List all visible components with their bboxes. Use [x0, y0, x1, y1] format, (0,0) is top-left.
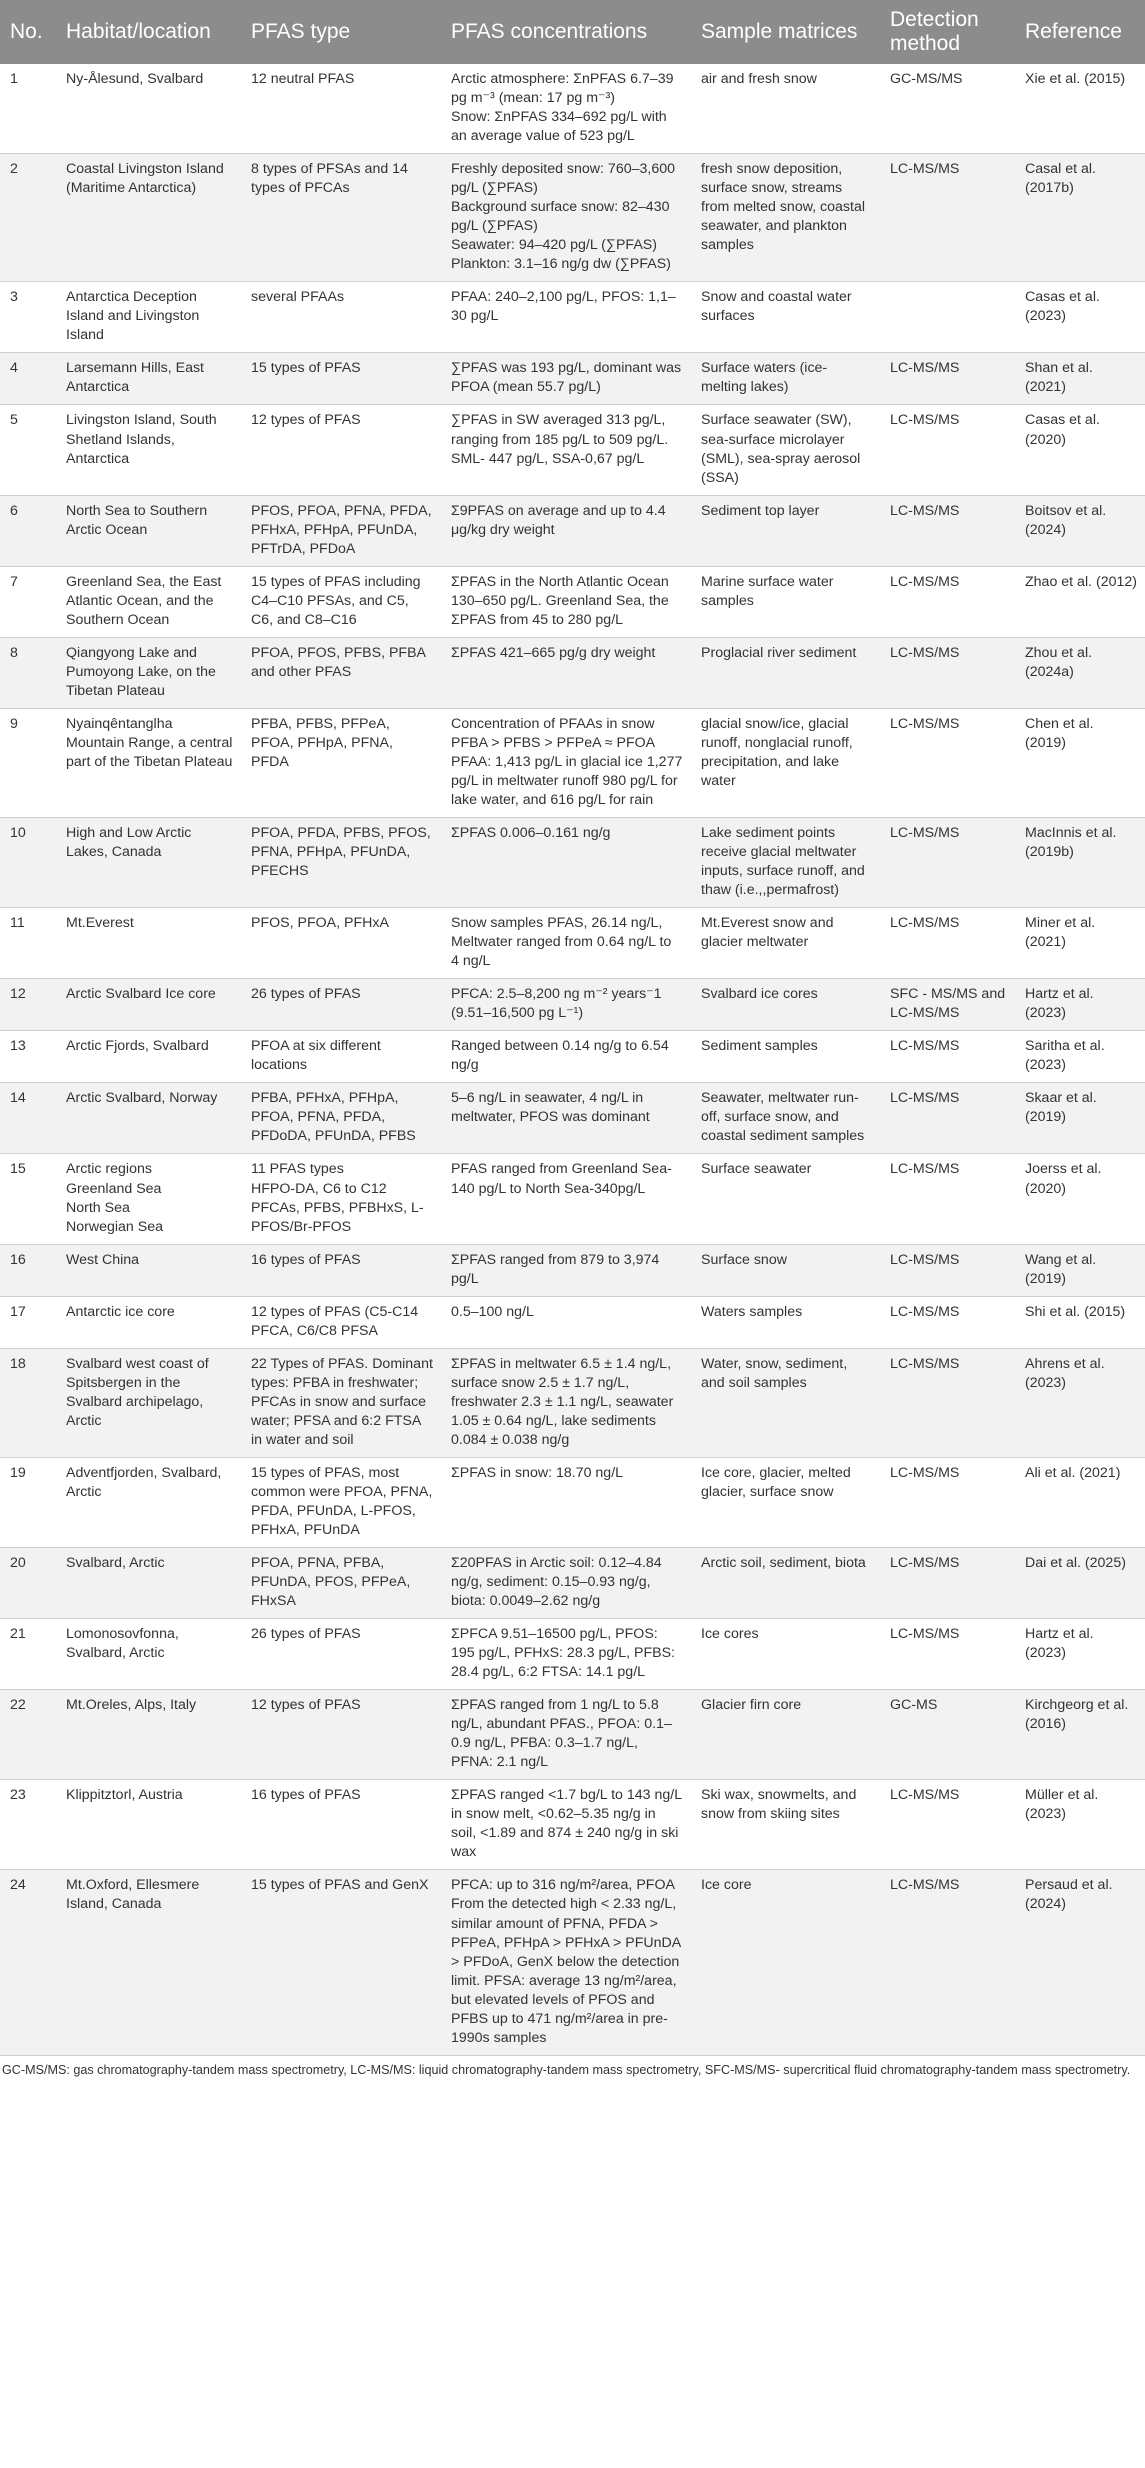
cell-sample-matrices: Sediment top layer: [691, 495, 880, 566]
cell-pfas-type: 15 types of PFAS including C4–C10 PFSAs, and C5, C6, and C8–C16: [241, 566, 441, 637]
cell-no: 14: [0, 1083, 56, 1154]
cell-habitat: Coastal Livingston Island (Maritime Antarctica): [56, 154, 241, 282]
cell-reference: Xie et al. (2015): [1015, 64, 1145, 154]
cell-no: 8: [0, 637, 56, 708]
cell-habitat: Svalbard, Arctic: [56, 1548, 241, 1619]
cell-pfas-type: 11 PFAS types HFPO-DA, C6 to C12 PFCAs, PFBS, PFBHxS, L-PFOS/Br-PFOS: [241, 1154, 441, 1244]
cell-no: 13: [0, 1031, 56, 1083]
table-header: [0, 0, 1145, 64]
cell-pfas-type: 26 types of PFAS: [241, 979, 441, 1031]
cell-habitat: Arctic Svalbard, Norway: [56, 1083, 241, 1154]
cell-no: 3: [0, 282, 56, 353]
cell-habitat: Mt.Oxford, Ellesmere Island, Canada: [56, 1870, 241, 2055]
header-reference: Reference: [1015, 0, 1145, 64]
table-row: [0, 979, 1145, 1031]
cell-sample-matrices: Ice core, glacier, melted glacier, surface snow: [691, 1457, 880, 1547]
cell-habitat: Arctic Fjords, Svalbard: [56, 1031, 241, 1083]
cell-habitat: Antarctica Deception Island and Livingston Island: [56, 282, 241, 353]
cell-habitat: Arctic Svalbard Ice core: [56, 979, 241, 1031]
cell-habitat: Mt.Oreles, Alps, Italy: [56, 1690, 241, 1780]
table-row: [0, 1296, 1145, 1348]
cell-pfas-concentrations: ΣPFAS 421–665 pg/g dry weight: [441, 637, 691, 708]
table-footnote: GC-MS/MS: gas chromatography-tandem mass spectrometry, LC-MS/MS: liquid chromatography-tandem mass spectrometry, SFC-MS/MS- supercritical fluid chromatography-tandem mass spectrometry.: [2, 2062, 1131, 2077]
cell-detection-method: LC-MS/MS: [880, 708, 1015, 817]
cell-habitat: Larsemann Hills, East Antarctica: [56, 353, 241, 405]
cell-detection-method: LC-MS/MS: [880, 566, 1015, 637]
table-row: [0, 353, 1145, 405]
cell-detection-method: LC-MS/MS: [880, 908, 1015, 979]
table-row: [0, 708, 1145, 817]
cell-no: 22: [0, 1690, 56, 1780]
cell-reference: Joerss et al. (2020): [1015, 1154, 1145, 1244]
cell-sample-matrices: air and fresh snow: [691, 64, 880, 154]
cell-no: 17: [0, 1296, 56, 1348]
header-habitat: Habitat/location: [56, 0, 241, 64]
cell-sample-matrices: Seawater, meltwater run-off, surface snow, and coastal sediment samples: [691, 1083, 880, 1154]
cell-detection-method: LC-MS/MS: [880, 1154, 1015, 1244]
cell-pfas-type: PFOS, PFOA, PFNA, PFDA, PFHxA, PFHpA, PFUnDA, PFTrDA, PFDoA: [241, 495, 441, 566]
cell-habitat: Greenland Sea, the East Atlantic Ocean, and the Southern Ocean: [56, 566, 241, 637]
cell-detection-method: LC-MS/MS: [880, 154, 1015, 282]
table-row: [0, 405, 1145, 495]
table-row: [0, 1348, 1145, 1457]
cell-pfas-concentrations: ΣPFAS ranged from 879 to 3,974 pg/L: [441, 1244, 691, 1296]
cell-habitat: Klippitztorl, Austria: [56, 1780, 241, 1870]
cell-pfas-concentrations: Freshly deposited snow: 760–3,600 pg/L (∑PFAS) Background surface snow: 82–430 pg/L (∑PFAS) Seawater: 94–420 pg/L (∑PFAS) Plankton: 3.1–16 ng/g dw (∑PFAS): [441, 154, 691, 282]
cell-habitat: Svalbard west coast of Spitsbergen in the Svalbard archipelago, Arctic: [56, 1348, 241, 1457]
cell-pfas-concentrations: ∑PFAS was 193 pg/L, dominant was PFOA (mean 55.7 pg/L): [441, 353, 691, 405]
cell-reference: Shan et al. (2021): [1015, 353, 1145, 405]
cell-reference: Boitsov et al. (2024): [1015, 495, 1145, 566]
cell-reference: Chen et al. (2019): [1015, 708, 1145, 817]
cell-sample-matrices: Arctic soil, sediment, biota: [691, 1548, 880, 1619]
cell-detection-method: GC-MS: [880, 1690, 1015, 1780]
cell-reference: Dai et al. (2025): [1015, 1548, 1145, 1619]
cell-reference: Kirchgeorg et al. (2016): [1015, 1690, 1145, 1780]
cell-sample-matrices: Ski wax, snowmelts, and snow from skiing sites: [691, 1780, 880, 1870]
cell-sample-matrices: Water, snow, sediment, and soil samples: [691, 1348, 880, 1457]
cell-pfas-concentrations: Σ20PFAS in Arctic soil: 0.12–4.84 ng/g, sediment: 0.15–0.93 ng/g, biota: 0.0049–2.62 ng/g: [441, 1548, 691, 1619]
cell-habitat: Livingston Island, South Shetland Islands, Antarctica: [56, 405, 241, 495]
cell-reference: Persaud et al. (2024): [1015, 1870, 1145, 2055]
table-row: [0, 1619, 1145, 1690]
cell-reference: Shi et al. (2015): [1015, 1296, 1145, 1348]
cell-habitat: Lomonosovfonna, Svalbard, Arctic: [56, 1619, 241, 1690]
cell-pfas-concentrations: Snow samples PFAS, 26.14 ng/L, Meltwater ranged from 0.64 ng/L to 4 ng/L: [441, 908, 691, 979]
cell-pfas-type: PFOS, PFOA, PFHxA: [241, 908, 441, 979]
table-row: [0, 908, 1145, 979]
cell-detection-method: LC-MS/MS: [880, 353, 1015, 405]
cell-pfas-type: PFOA, PFDA, PFBS, PFOS, PFNA, PFHpA, PFUnDA, PFECHS: [241, 818, 441, 908]
cell-habitat: Mt.Everest: [56, 908, 241, 979]
header-row: [0, 0, 1145, 64]
cell-no: 16: [0, 1244, 56, 1296]
cell-sample-matrices: Proglacial river sediment: [691, 637, 880, 708]
cell-pfas-type: 15 types of PFAS: [241, 353, 441, 405]
cell-detection-method: LC-MS/MS: [880, 1296, 1015, 1348]
cell-sample-matrices: Svalbard ice cores: [691, 979, 880, 1031]
cell-pfas-concentrations: PFAA: 240–2,100 pg/L, PFOS: 1,1–30 pg/L: [441, 282, 691, 353]
cell-pfas-concentrations: ΣPFAS ranged from 1 ng/L to 5.8 ng/L, abundant PFAS., PFOA: 0.1–0.9 ng/L, PFBA: 0.3–1.7 ng/L, PFNA: 2.1 ng/L: [441, 1690, 691, 1780]
cell-detection-method: [880, 282, 1015, 353]
cell-pfas-concentrations: ΣPFAS in the North Atlantic Ocean 130–650 pg/L. Greenland Sea, the ΣPFAS from 45 to 280 pg/L: [441, 566, 691, 637]
cell-pfas-concentrations: 0.5–100 ng/L: [441, 1296, 691, 1348]
cell-no: 23: [0, 1780, 56, 1870]
header-pfas-concentrations: PFAS concentrations: [441, 0, 691, 64]
cell-habitat: Nyainqêntanglha Mountain Range, a central part of the Tibetan Plateau: [56, 708, 241, 817]
cell-pfas-concentrations: PFCA: up to 316 ng/m²/area, PFOA From the detected high < 2.33 ng/L, similar amount of PFNA, PFDA > PFPeA, PFHpA > PFHxA > PFUnDA > PFDoA, GenX below the detection limit. PFSA: average 13 ng/m²/area, but elevated levels of PFOS and PFBS up to 471 ng/m²/area in pre-1990s samples: [441, 1870, 691, 2055]
header-sample-matrices: Sample matrices: [691, 0, 880, 64]
cell-sample-matrices: Glacier firn core: [691, 1690, 880, 1780]
cell-no: 19: [0, 1457, 56, 1547]
table-row: [0, 495, 1145, 566]
cell-no: 24: [0, 1870, 56, 2055]
cell-reference: Zhao et al. (2012): [1015, 566, 1145, 637]
cell-detection-method: LC-MS/MS: [880, 1619, 1015, 1690]
cell-no: 21: [0, 1619, 56, 1690]
cell-no: 15: [0, 1154, 56, 1244]
table-row: [0, 154, 1145, 282]
cell-pfas-type: 26 types of PFAS: [241, 1619, 441, 1690]
table-row: [0, 566, 1145, 637]
cell-reference: Zhou et al. (2024a): [1015, 637, 1145, 708]
table-row: [0, 1690, 1145, 1780]
cell-sample-matrices: glacial snow/ice, glacial runoff, nonglacial runoff, precipitation, and lake water: [691, 708, 880, 817]
cell-pfas-concentrations: PFAS ranged from Greenland Sea-140 pg/L to North Sea-340pg/L: [441, 1154, 691, 1244]
cell-sample-matrices: Sediment samples: [691, 1031, 880, 1083]
cell-pfas-type: PFBA, PFHxA, PFHpA, PFOA, PFNA, PFDA, PFDoDA, PFUnDA, PFBS: [241, 1083, 441, 1154]
cell-pfas-concentrations: ∑PFAS in SW averaged 313 pg/L, ranging from 185 pg/L to 509 pg/L. SML- 447 pg/L, SSA-0,67 pg/L: [441, 405, 691, 495]
cell-no: 12: [0, 979, 56, 1031]
cell-reference: Ali et al. (2021): [1015, 1457, 1145, 1547]
cell-no: 18: [0, 1348, 56, 1457]
cell-sample-matrices: Surface seawater (SW), sea-surface microlayer (SML), sea-spray aerosol (SSA): [691, 405, 880, 495]
table-row: [0, 1244, 1145, 1296]
cell-habitat: Adventfjorden, Svalbard, Arctic: [56, 1457, 241, 1547]
cell-reference: MacInnis et al. (2019b): [1015, 818, 1145, 908]
cell-detection-method: GC-MS/MS: [880, 64, 1015, 154]
cell-sample-matrices: Surface waters (ice-melting lakes): [691, 353, 880, 405]
cell-pfas-concentrations: PFCA: 2.5–8,200 ng m⁻² years⁻1 (9.51–16,500 pg L⁻¹): [441, 979, 691, 1031]
cell-reference: Ahrens et al. (2023): [1015, 1348, 1145, 1457]
cell-pfas-type: 16 types of PFAS: [241, 1244, 441, 1296]
cell-detection-method: LC-MS/MS: [880, 1457, 1015, 1547]
cell-pfas-concentrations: ΣPFAS in snow: 18.70 ng/L: [441, 1457, 691, 1547]
table-body: [0, 64, 1145, 2055]
cell-sample-matrices: Ice cores: [691, 1619, 880, 1690]
cell-pfas-type: PFOA, PFOS, PFBS, PFBA and other PFAS: [241, 637, 441, 708]
cell-detection-method: LC-MS/MS: [880, 405, 1015, 495]
cell-habitat: Qiangyong Lake and Pumoyong Lake, on the Tibetan Plateau: [56, 637, 241, 708]
cell-pfas-concentrations: ΣPFAS ranged <1.7 bg/L to 143 ng/L in snow melt, <0.62–5.35 ng/g in soil, <1.89 and 874 ± 240 ng/g in ski wax: [441, 1780, 691, 1870]
table-row: [0, 1780, 1145, 1870]
table-row: [0, 282, 1145, 353]
cell-no: 6: [0, 495, 56, 566]
table-row: [0, 1154, 1145, 1244]
cell-reference: Casas et al. (2023): [1015, 282, 1145, 353]
table-row: [0, 1083, 1145, 1154]
cell-pfas-concentrations: Arctic atmosphere: ΣnPFAS 6.7–39 pg m⁻³ (mean: 17 pg m⁻³) Snow: ΣnPFAS 334–692 pg/L with an average value of 523 pg/L: [441, 64, 691, 154]
cell-pfas-concentrations: ΣPFCA 9.51–16500 pg/L, PFOS: 195 pg/L, PFHxS: 28.3 pg/L, PFBS: 28.4 pg/L, 6:2 FTSA: 14.1 pg/L: [441, 1619, 691, 1690]
table-row: [0, 1548, 1145, 1619]
cell-pfas-concentrations: 5–6 ng/L in seawater, 4 ng/L in meltwater, PFOS was dominant: [441, 1083, 691, 1154]
header-detection-method: Detection method: [880, 0, 1015, 64]
cell-reference: Casal et al. (2017b): [1015, 154, 1145, 282]
cell-habitat: Arctic regions Greenland Sea North Sea Norwegian Sea: [56, 1154, 241, 1244]
cell-no: 10: [0, 818, 56, 908]
cell-no: 5: [0, 405, 56, 495]
cell-reference: Miner et al. (2021): [1015, 908, 1145, 979]
cell-detection-method: SFC - MS/MS and LC-MS/MS: [880, 979, 1015, 1031]
header-no: No.: [0, 0, 56, 64]
table-row: [0, 818, 1145, 908]
cell-reference: Hartz et al. (2023): [1015, 979, 1145, 1031]
cell-detection-method: LC-MS/MS: [880, 637, 1015, 708]
table-row: [0, 64, 1145, 154]
cell-reference: Saritha et al. (2023): [1015, 1031, 1145, 1083]
cell-sample-matrices: Surface snow: [691, 1244, 880, 1296]
cell-pfas-type: 16 types of PFAS: [241, 1780, 441, 1870]
cell-pfas-concentrations: ΣPFAS in meltwater 6.5 ± 1.4 ng/L, surface snow 2.5 ± 1.7 ng/L, freshwater 2.3 ± 1.1 ng/L, seawater 1.05 ± 0.64 ng/L, lake sediments 0.084 ± 0.038 ng/g: [441, 1348, 691, 1457]
cell-sample-matrices: Waters samples: [691, 1296, 880, 1348]
cell-pfas-concentrations: Σ9PFAS on average and up to 4.4 μg/kg dry weight: [441, 495, 691, 566]
cell-no: 11: [0, 908, 56, 979]
cell-sample-matrices: Mt.Everest snow and glacier meltwater: [691, 908, 880, 979]
cell-sample-matrices: Ice core: [691, 1870, 880, 2055]
cell-detection-method: LC-MS/MS: [880, 1083, 1015, 1154]
cell-habitat: Antarctic ice core: [56, 1296, 241, 1348]
cell-reference: Casas et al. (2020): [1015, 405, 1145, 495]
table-row: [0, 1870, 1145, 2055]
cell-no: 20: [0, 1548, 56, 1619]
cell-sample-matrices: Surface seawater: [691, 1154, 880, 1244]
cell-pfas-concentrations: Concentration of PFAAs in snow PFBA > PFBS > PFPeA ≈ PFOA PFAA: 1,413 pg/L in glacial ice 1,277 pg/L in meltwater runoff 980 pg/L for lake water, and 616 pg/L for rain: [441, 708, 691, 817]
cell-sample-matrices: Lake sediment points receive glacial meltwater inputs, surface runoff, and thaw (i.e.,,permafrost): [691, 818, 880, 908]
cell-habitat: North Sea to Southern Arctic Ocean: [56, 495, 241, 566]
cell-pfas-type: PFBA, PFBS, PFPeA, PFOA, PFHpA, PFNA, PFDA: [241, 708, 441, 817]
cell-sample-matrices: fresh snow deposition, surface snow, streams from melted snow, coastal seawater, and plankton samples: [691, 154, 880, 282]
cell-reference: Skaar et al. (2019): [1015, 1083, 1145, 1154]
cell-pfas-type: PFOA, PFNA, PFBA, PFUnDA, PFOS, PFPeA, FHxSA: [241, 1548, 441, 1619]
cell-reference: Wang et al. (2019): [1015, 1244, 1145, 1296]
cell-sample-matrices: Marine surface water samples: [691, 566, 880, 637]
cell-detection-method: LC-MS/MS: [880, 1548, 1015, 1619]
cell-pfas-type: 22 Types of PFAS. Dominant types: PFBA in freshwater; PFCAs in snow and surface water; PFSA and 6:2 FTSA in water and soil: [241, 1348, 441, 1457]
cell-sample-matrices: Snow and coastal water surfaces: [691, 282, 880, 353]
cell-pfas-concentrations: ΣPFAS 0.006–0.161 ng/g: [441, 818, 691, 908]
cell-habitat: High and Low Arctic Lakes, Canada: [56, 818, 241, 908]
cell-detection-method: LC-MS/MS: [880, 1031, 1015, 1083]
header-pfas-type: PFAS type: [241, 0, 441, 64]
cell-pfas-type: 12 types of PFAS: [241, 1690, 441, 1780]
cell-no: 7: [0, 566, 56, 637]
cell-no: 9: [0, 708, 56, 817]
cell-detection-method: LC-MS/MS: [880, 1870, 1015, 2055]
cell-pfas-type: 15 types of PFAS, most common were PFOA, PFNA, PFDA, PFUnDA, L-PFOS, PFHxA, PFUnDA: [241, 1457, 441, 1547]
cell-pfas-type: 12 types of PFAS: [241, 405, 441, 495]
cell-habitat: Ny-Ålesund, Svalbard: [56, 64, 241, 154]
cell-detection-method: LC-MS/MS: [880, 1348, 1015, 1457]
table-row: [0, 637, 1145, 708]
table-row: [0, 1031, 1145, 1083]
cell-pfas-type: PFOA at six different locations: [241, 1031, 441, 1083]
cell-pfas-type: 15 types of PFAS and GenX: [241, 1870, 441, 2055]
cell-detection-method: LC-MS/MS: [880, 1244, 1015, 1296]
table-row: [0, 1457, 1145, 1547]
cell-no: 2: [0, 154, 56, 282]
cell-habitat: West China: [56, 1244, 241, 1296]
cell-detection-method: LC-MS/MS: [880, 495, 1015, 566]
cell-pfas-type: 12 neutral PFAS: [241, 64, 441, 154]
cell-reference: Hartz et al. (2023): [1015, 1619, 1145, 1690]
cell-reference: Müller et al. (2023): [1015, 1780, 1145, 1870]
cell-detection-method: LC-MS/MS: [880, 1780, 1015, 1870]
cell-detection-method: LC-MS/MS: [880, 818, 1015, 908]
cell-pfas-concentrations: Ranged between 0.14 ng/g to 6.54 ng/g: [441, 1031, 691, 1083]
cell-no: 4: [0, 353, 56, 405]
cell-pfas-type: 8 types of PFSAs and 14 types of PFCAs: [241, 154, 441, 282]
cell-pfas-type: 12 types of PFAS (C5-C14 PFCA, C6/C8 PFSA: [241, 1296, 441, 1348]
cell-pfas-type: several PFAAs: [241, 282, 441, 353]
cell-no: 1: [0, 64, 56, 154]
